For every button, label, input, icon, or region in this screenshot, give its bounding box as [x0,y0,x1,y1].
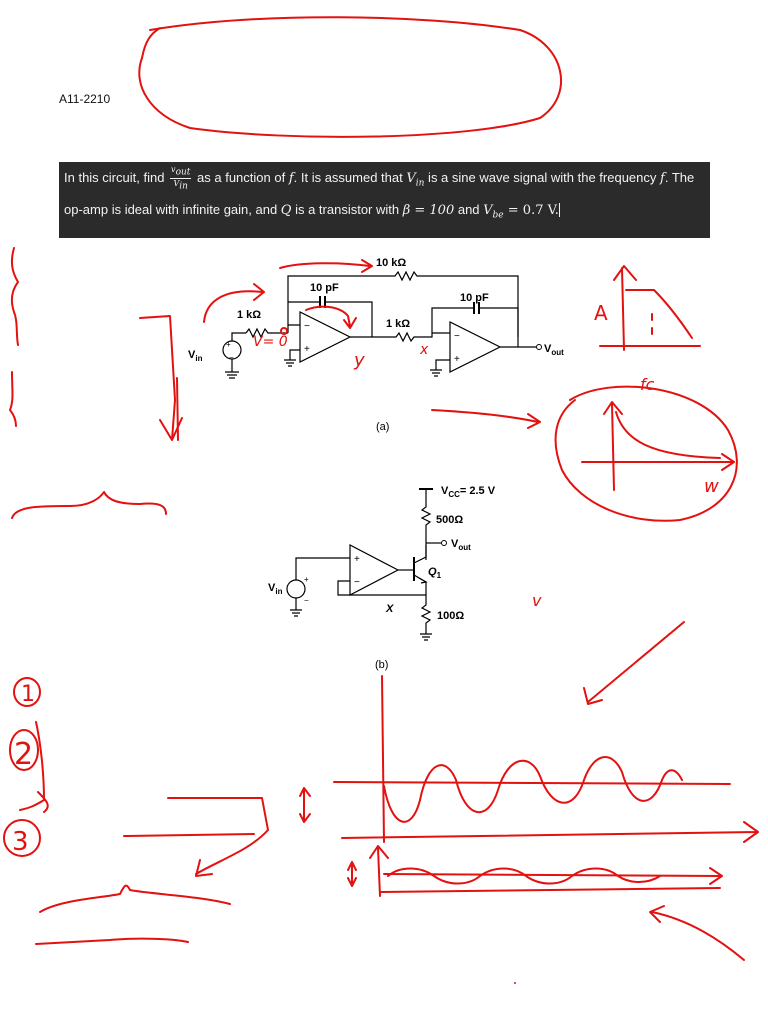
scribble-arrow-feedback [306,307,356,328]
node-x-label: X [386,603,394,615]
problem-text-7: and [454,201,484,217]
sketch-axis-a [614,266,636,350]
vout-label-a: $V_{out}$ [544,343,564,357]
r2-label: 1 kΩ [386,318,411,330]
transistor-q1 [414,545,426,595]
problem-text-5: . The op-amp is ideal with infinite gain, and [64,170,695,217]
q1-label: $Q_1$ [428,566,442,580]
resistor-r2 [372,333,450,341]
circuit-b [268,485,496,671]
problem-text-6: is a transistor with [291,201,403,217]
scribble-arrow-diagonal [584,622,684,704]
hw-node-x: x [420,342,429,358]
hw-v-eq-0: V= 0 [253,334,288,350]
opamp-b [296,545,426,595]
scribble-arrow-top-right [280,260,372,272]
svg-text:−: − [454,331,460,342]
opamp-2 [430,322,542,376]
capacitor-c2 [432,302,518,347]
handwritten-annotations [4,17,758,984]
caption-b: (b) [375,659,389,671]
svg-text:+: + [304,344,310,355]
ink-dot [514,982,516,984]
problem-text-2: as a function of [193,170,289,185]
hw-axis-fc: fc [640,375,655,394]
vin-label-a: $V_{in}$ [188,349,203,363]
svg-text:−: − [304,596,309,605]
sketch-dc-level-line [334,782,730,784]
svg-text:−: − [304,321,310,332]
sketch-small-double-arrow [348,862,356,886]
scribble-brace-left-1 [12,248,18,345]
circuit-a [188,257,564,433]
scribble-arrow-right [432,410,540,428]
scribble-underline-1 [124,834,254,836]
problem-text-intro: In this circuit, find [64,170,169,185]
sketch-sine-small [388,869,660,884]
sketch-axis-vertical-2 [604,402,622,490]
sketch-axis-horizontal-4 [380,888,720,892]
svg-text:+: + [226,340,231,349]
rc-label: 500Ω [436,514,464,526]
vin-source-b [287,575,309,616]
hw-axis-a: A [594,301,608,325]
svg-text:+: + [454,354,460,365]
r1-label: 1 kΩ [237,309,262,321]
scribble-arrow-left [650,906,744,960]
caption-a: (a) [376,421,390,433]
symbol-vin: $V_{in}$ [406,171,425,189]
symbol-f-2: f [660,171,665,186]
c2-label: 10 pF [460,292,489,304]
resistor-re [422,595,430,634]
vout-label-b: $V_{out}$ [451,538,471,552]
svg-text:−: − [354,577,360,588]
sketch-lowpass-curve [626,290,692,338]
sketch-decay-curve [616,412,720,458]
scribble-underline-2 [36,939,188,944]
svg-text:−: − [229,353,234,362]
scribble-brace-wide [12,492,166,518]
page-label: A11-2210 [59,92,111,106]
re-label: 100Ω [437,610,465,622]
sketch-axis-vertical-3 [382,676,384,842]
scribble-brace-left-2 [10,372,16,426]
hw-num-1: 1 [21,682,35,707]
symbol-beta: β = 100 [402,202,455,218]
vbe-value: = 0.7 V. [503,202,559,218]
svg-text:+: + [354,554,360,565]
scribble-arrow-down-a [140,316,182,440]
hw-num-3: 3 [12,827,29,857]
sketch-axis-horizontal-2 [582,454,734,470]
symbol-q: Q [280,202,292,218]
scribble-ellipse-top [139,17,561,137]
hw-axis-w: w [704,476,719,497]
vout-over-vin-fraction: $\frac{v_{out}}{V_{in}}$ [171,165,191,192]
hw-letter-v: v [532,591,542,610]
scribble-bracket [177,378,178,440]
scribble-circle-graph [556,387,737,521]
scribble-arrow-hook [168,798,268,876]
sketch-sine-large [384,757,682,822]
hw-num-2: 2 [14,737,34,772]
c1-label: 10 pF [310,282,339,294]
svg-text:+: + [304,575,309,584]
scribble-brace-bottom [40,886,230,912]
vin-source-a [223,333,246,378]
sketch-axis-vertical-4 [370,846,388,896]
vin-label-b: $V_{in}$ [268,582,283,596]
sketch-axis-horizontal-3 [342,822,758,842]
vcc-label: $V_{CC}= 2.5$ V [441,485,496,499]
problem-text-4: is a sine wave signal with the frequency [424,170,661,185]
rf-label: 10 kΩ [376,257,407,269]
symbol-vbe: $V_{be}$ [483,202,504,221]
sketch-double-arrow [300,788,310,822]
hw-node-y: y [354,350,365,371]
problem-text-3: . It is assumed that [293,170,407,185]
symbol-f: f [288,171,294,186]
